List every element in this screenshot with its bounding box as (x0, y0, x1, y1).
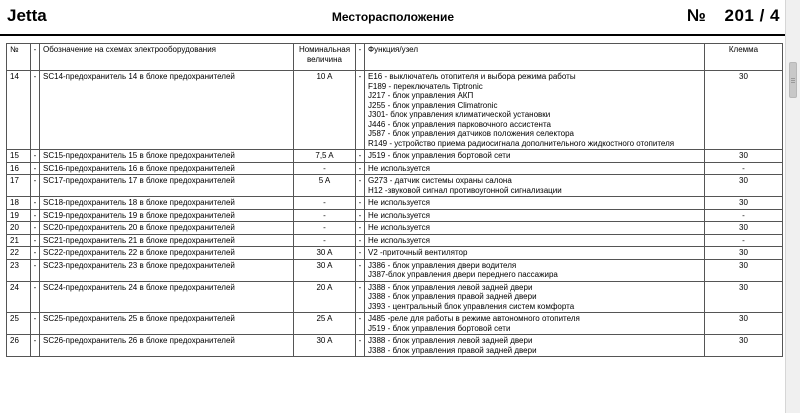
row-number: 24 (7, 281, 31, 313)
function-cell (365, 222, 705, 235)
nominal-value: 5 A (294, 175, 356, 197)
function-line: J388 - блок управления левой задней двери (368, 336, 533, 345)
col-header-num: № (7, 44, 31, 71)
function-line: G273 - датчик системы охраны салона (368, 176, 512, 185)
value-dash: - (356, 175, 365, 197)
row-dash: - (31, 209, 40, 222)
col-header-designation: Обозначение на схемах электрооборудования (40, 44, 294, 71)
row-number: 18 (7, 197, 31, 210)
fuse-designation: SC16-предохранитель 16 в блоке предохранителей (40, 162, 294, 175)
row-number: 22 (7, 247, 31, 260)
function-line: J519 - блок управления бортовой сети (368, 151, 511, 160)
document-number (687, 6, 780, 26)
terminal: - (705, 234, 783, 247)
function-cell (365, 71, 705, 150)
doc-number-prefix: № (687, 6, 707, 25)
table-row (7, 209, 783, 222)
row-dash: - (31, 197, 40, 210)
function-line: Не используется (368, 163, 430, 173)
fuse-designation: SC14-предохранитель 14 в блоке предохранителей (40, 71, 294, 150)
function-cell (365, 234, 705, 247)
terminal: 30 (705, 281, 783, 313)
nominal-value: 20 A (294, 281, 356, 313)
value-dash: - (356, 222, 365, 235)
row-number: 16 (7, 162, 31, 175)
col-header-value: Номинальная величина (294, 44, 356, 71)
function-line: J388 - блок управления правой задней двери (368, 292, 537, 301)
function-line: J387-блок управления двери переднего пассажира (368, 270, 558, 279)
nominal-value: 30 A (294, 335, 356, 357)
function-line: J393 - центральный блок управления систем комфорта (368, 301, 575, 311)
row-dash: - (31, 247, 40, 260)
row-number: 14 (7, 71, 31, 150)
row-dash: - (31, 259, 40, 281)
function-line: J217 - блок управления АКП (368, 91, 474, 100)
fuse-designation: SC22-предохранитель 22 в блоке предохранителей (40, 247, 294, 260)
fuse-designation: SC15-предохранитель 15 в блоке предохранителей (40, 150, 294, 163)
terminal: - (705, 162, 783, 175)
nominal-value: - (294, 222, 356, 235)
function-cell (365, 259, 705, 281)
row-dash: - (31, 313, 40, 335)
function-line: J388 - блок управления левой задней двери (368, 282, 533, 292)
fuse-designation: SC24-предохранитель 24 в блоке предохранителей (40, 281, 294, 313)
terminal: 30 (705, 175, 783, 197)
fuse-designation: SC18-предохранитель 18 в блоке предохранителей (40, 197, 294, 210)
function-cell (365, 209, 705, 222)
value-dash: - (356, 71, 365, 150)
table-row (7, 222, 783, 235)
nominal-value: - (294, 234, 356, 247)
value-dash: - (356, 209, 365, 222)
function-line: J301- блок управления климатической установки (368, 110, 551, 119)
function-line: J255 - блок управления Climatronic (368, 100, 498, 110)
table-body (7, 71, 783, 357)
fuse-designation: SC19-предохранитель 19 в блоке предохранителей (40, 209, 294, 222)
function-line: Не используется (368, 198, 430, 207)
fuse-table (6, 43, 783, 357)
function-cell (365, 281, 705, 313)
row-number: 19 (7, 209, 31, 222)
row-dash: - (31, 162, 40, 175)
value-dash: - (356, 335, 365, 357)
nominal-value: - (294, 197, 356, 210)
fuse-designation: SC21-предохранитель 21 в блоке предохранителей (40, 234, 294, 247)
function-line: Не используется (368, 223, 430, 232)
value-dash: - (356, 150, 365, 163)
function-line: Не используется (368, 235, 430, 245)
value-dash: - (356, 234, 365, 247)
nominal-value: - (294, 209, 356, 222)
function-cell (365, 150, 705, 163)
nominal-value: 25 A (294, 313, 356, 335)
function-cell (365, 247, 705, 260)
col-header-terminal: Клемма (705, 44, 783, 71)
row-dash: - (31, 234, 40, 247)
fuse-designation: SC26-предохранитель 26 в блоке предохранителей (40, 335, 294, 357)
function-line: H12 -звуковой сигнал противоугонной сигнализации (368, 185, 562, 195)
terminal: 30 (705, 222, 783, 235)
scrollbar-thumb[interactable] (789, 62, 797, 98)
function-cell (365, 175, 705, 197)
table-row (7, 197, 783, 210)
table-header-row (7, 44, 783, 71)
nominal-value: 7,5 A (294, 150, 356, 163)
row-number: 17 (7, 175, 31, 197)
row-dash: - (31, 150, 40, 163)
row-dash: - (31, 175, 40, 197)
value-dash: - (356, 197, 365, 210)
col-header-function: Функция/узел (365, 44, 705, 71)
row-number: 21 (7, 234, 31, 247)
function-line: J519 - блок управления бортовой сети (368, 323, 511, 333)
car-model-title: Jetta (7, 6, 47, 25)
table-row (7, 335, 783, 357)
row-dash: - (31, 222, 40, 235)
value-dash: - (356, 259, 365, 281)
value-dash: - (356, 247, 365, 260)
row-dash: - (31, 335, 40, 357)
table-row (7, 150, 783, 163)
value-dash: - (356, 313, 365, 335)
terminal: 30 (705, 313, 783, 335)
fuse-designation: SC23-предохранитель 23 в блоке предохранителей (40, 259, 294, 281)
value-dash: - (356, 162, 365, 175)
row-number: 15 (7, 150, 31, 163)
fuse-designation: SC25-предохранитель 25 в блоке предохранителей (40, 313, 294, 335)
doc-number-value: 201 / 4 (724, 6, 780, 25)
row-dash: - (31, 71, 40, 150)
nominal-value: - (294, 162, 356, 175)
terminal: 30 (705, 335, 783, 357)
row-number: 23 (7, 259, 31, 281)
nominal-value: 30 A (294, 259, 356, 281)
nominal-value: 10 A (294, 71, 356, 150)
terminal: 30 (705, 150, 783, 163)
row-number: 25 (7, 313, 31, 335)
table-row (7, 247, 783, 260)
terminal: 30 (705, 197, 783, 210)
row-number: 20 (7, 222, 31, 235)
row-dash: - (31, 281, 40, 313)
table-row (7, 71, 783, 150)
nominal-value: 30 A (294, 247, 356, 260)
function-line: F189 - переключатель Tiptronic (368, 81, 483, 91)
terminal: 30 (705, 259, 783, 281)
function-line: Не используется (368, 210, 430, 220)
table-row (7, 259, 783, 281)
function-line: J446 - блок управления парковочного ассистента (368, 119, 551, 129)
function-line: V2 -приточный вентилятор (368, 248, 468, 257)
function-line: J485 -реле для работы в режиме автономного отопителя (368, 314, 580, 323)
table-row (7, 234, 783, 247)
vertical-scrollbar[interactable] (785, 0, 800, 413)
table-row (7, 281, 783, 313)
table-row (7, 162, 783, 175)
row-number: 26 (7, 335, 31, 357)
function-cell (365, 197, 705, 210)
fuse-designation: SC20-предохранитель 20 в блоке предохранителей (40, 222, 294, 235)
terminal: - (705, 209, 783, 222)
page-title: Месторасположение (331, 10, 455, 24)
function-line: J587 - блок управления датчиков положения селектора (368, 129, 574, 138)
function-line: J388 - блок управления правой задней двери (368, 345, 537, 355)
function-line: R149 - устройство приема радиосигнала дополнительного жидкостного отопителя (368, 138, 675, 148)
value-dash: - (356, 281, 365, 313)
col-header-dash: - (31, 44, 40, 71)
function-cell (365, 335, 705, 357)
function-cell (365, 162, 705, 175)
page-header (0, 0, 786, 36)
function-line: E16 - выключатель отопителя и выбора режима работы (368, 72, 576, 81)
col-header-value-dash: - (356, 44, 365, 71)
function-cell (365, 313, 705, 335)
table-row (7, 313, 783, 335)
table-row (7, 175, 783, 197)
terminal: 30 (705, 71, 783, 150)
fuse-designation: SC17-предохранитель 17 в блоке предохранителей (40, 175, 294, 197)
terminal: 30 (705, 247, 783, 260)
function-line: J386 - блок управления двери водителя (368, 260, 517, 270)
